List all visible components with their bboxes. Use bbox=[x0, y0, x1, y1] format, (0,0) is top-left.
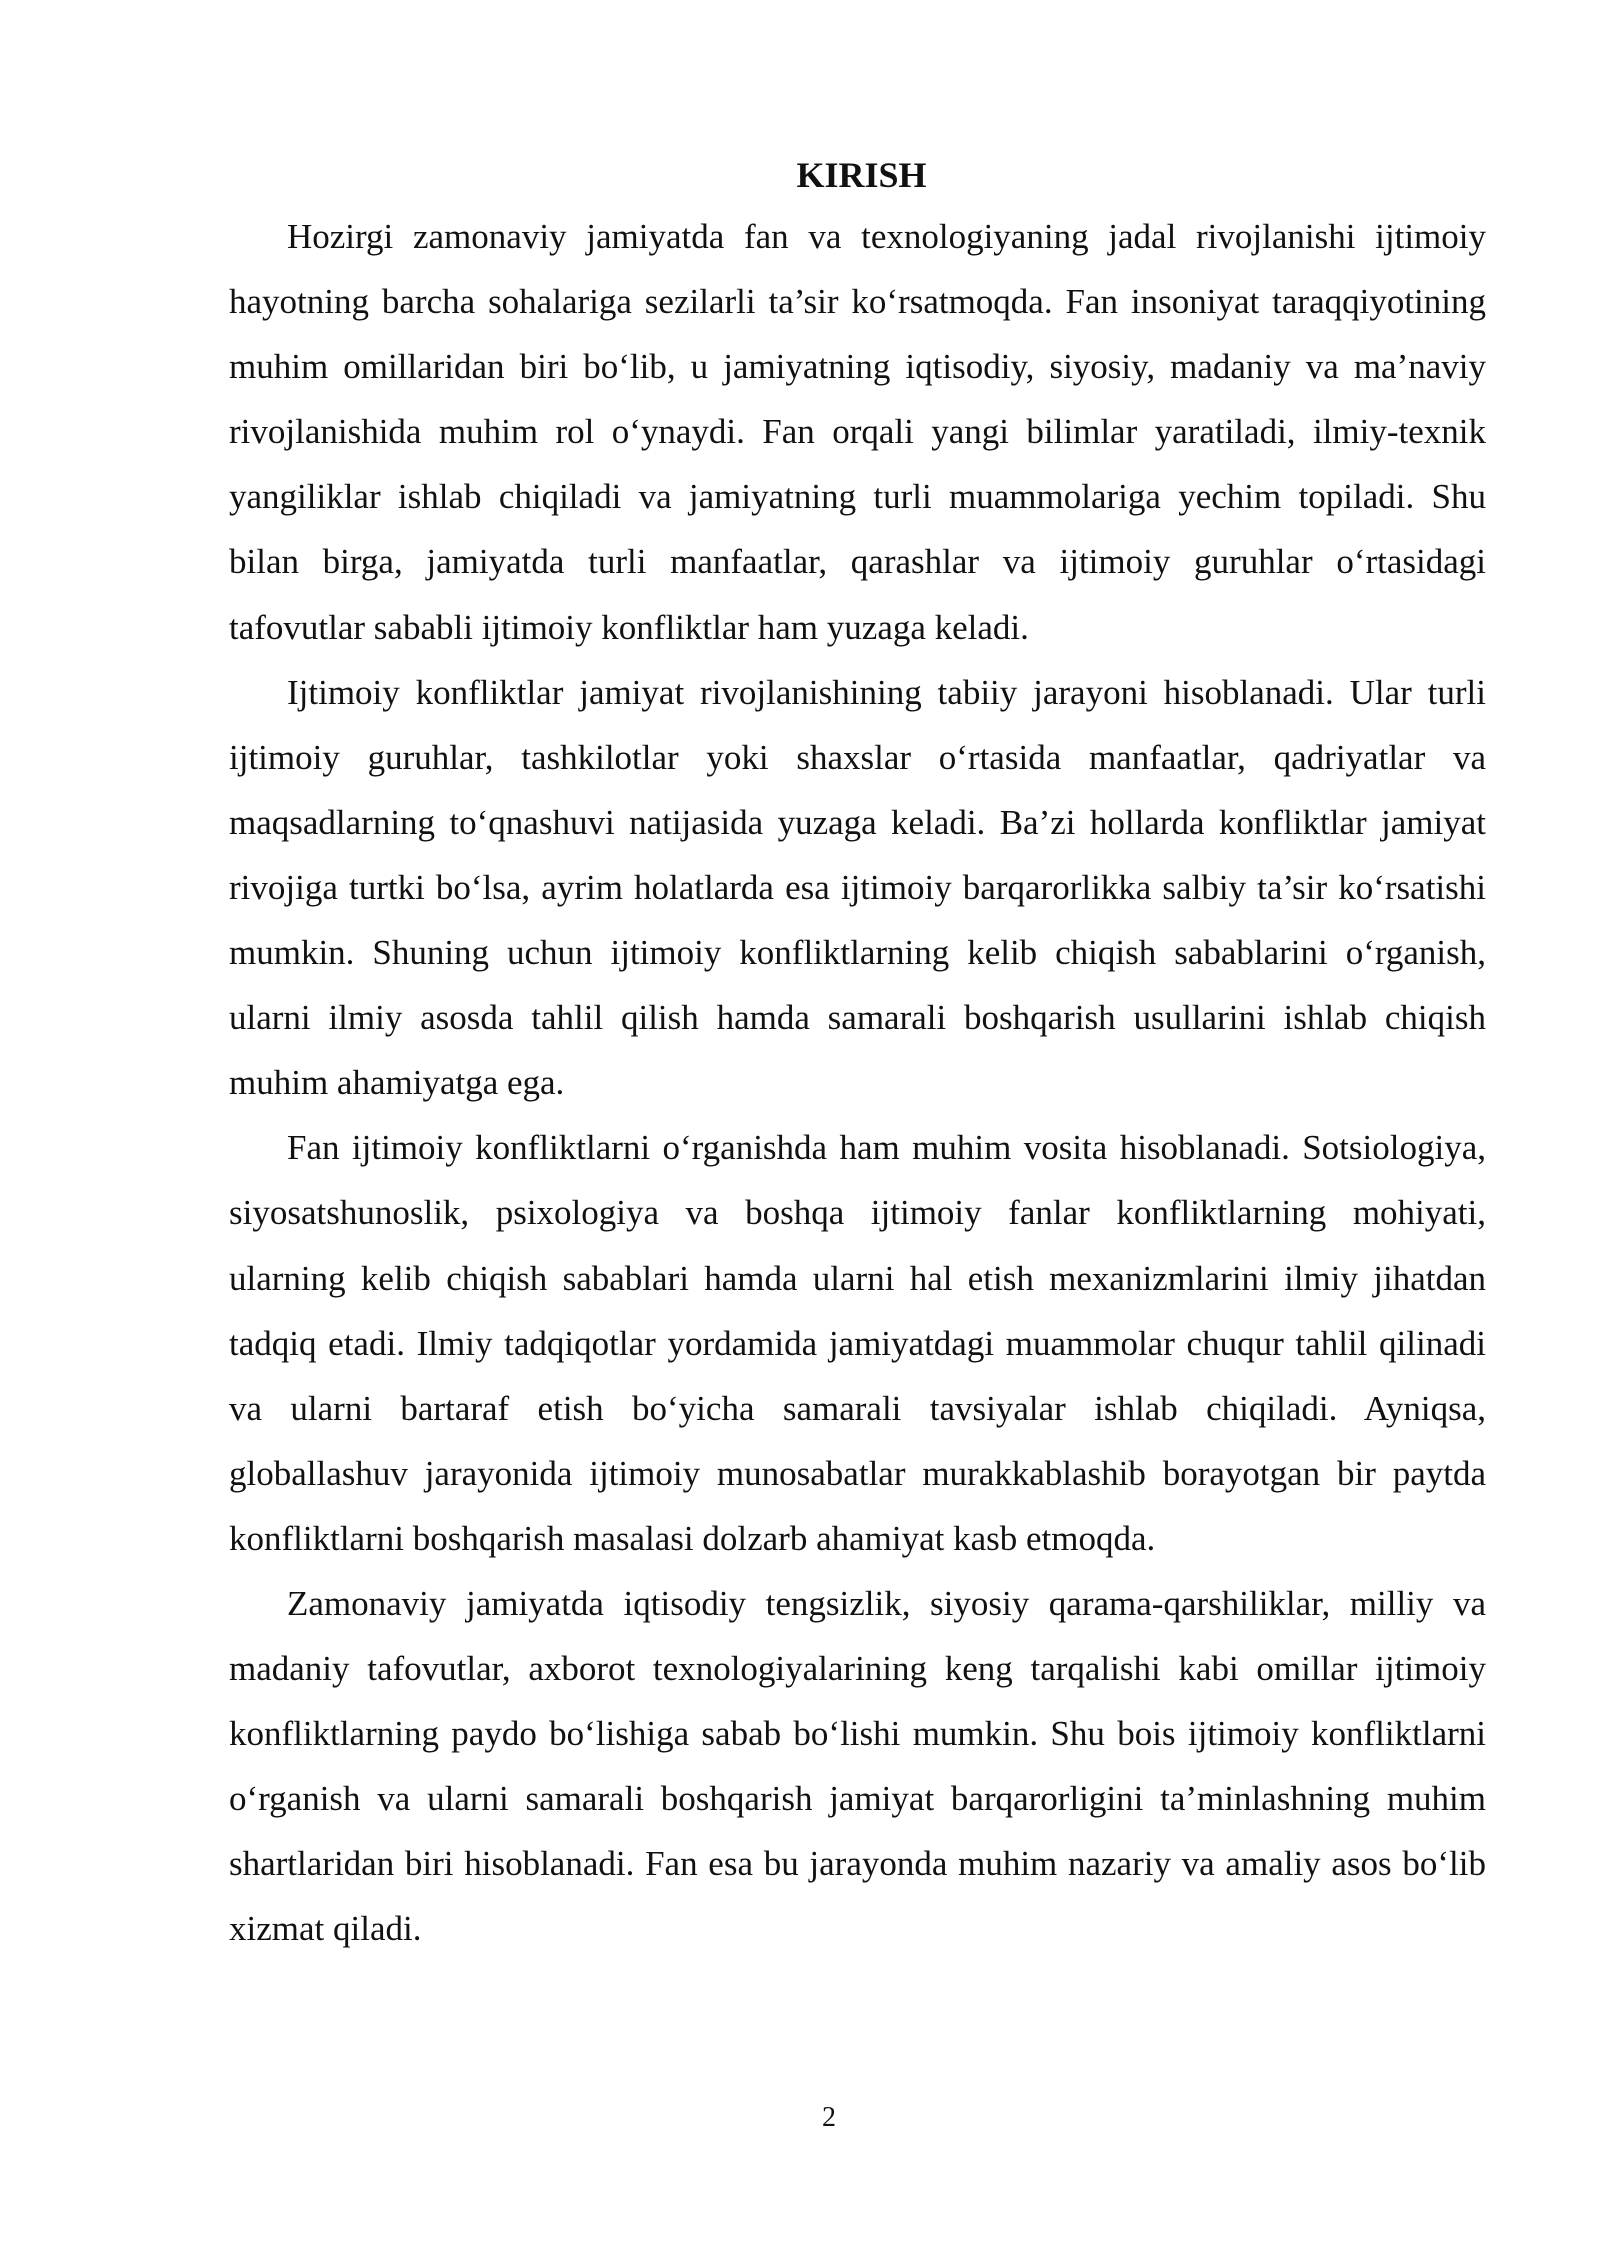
paragraph-1: Hozirgi zamonaviy jamiyatda fan va texnologiyaning jadal rivojlanishi ijtimoiy hayotning barcha sohalariga sezilarli ta’sir ko‘rsatmoqda. Fan insoniyat taraqqiyotining muhim omillaridan biri bo‘lib, u jamiyatning iqtisodiy, siyosiy, madaniy va ma’naviy rivojlanishida muhim rol o‘ynaydi. Fan orqali yangi bilimlar yaratiladi, ilmiy-texnik yangiliklar ishlab chiqiladi va jamiyatning turli muammolariga yechim topiladi. Shu bilan birga, jamiyatda turli manfaatlar, qarashlar va ijtimoiy guruhlar o‘rtasidagi tafovutlar sababli ijtimoiy konfliktlar ham yuzaga keladi. bbox=[229, 217, 1486, 647]
paragraph-4: Zamonaviy jamiyatda iqtisodiy tengsizlik, siyosiy qarama-qarshiliklar, milliy va madaniy tafovutlar, axborot texnologiyalarining keng tarqalishi kabi omillar ijtimoiy konfliktlarning paydo bo‘lishiga sabab bo‘lishi mumkin. Shu bois ijtimoiy konfliktlarni o‘rganish va ularni samarali boshqarish jamiyat barqarorligini ta’minlashning muhim shartlaridan biri hisoblanadi. Fan esa bu jarayonda muhim nazariy va amaliy asos bo‘lib xizmat qiladi. bbox=[229, 1583, 1486, 1949]
page-content bbox=[229, 146, 1486, 1962]
page-number: 2 bbox=[822, 2102, 836, 2133]
paragraph-2: Ijtimoiy konfliktlar jamiyat rivojlanishining tabiiy jarayoni hisoblanadi. Ular turli ijtimoiy guruhlar, tashkilotlar yoki shaxslar o‘rtasida manfaatlar, qadriyatlar va maqsadlarning to‘qnashuvi natijasida yuzaga keladi. Ba’zi hollarda konfliktlar jamiyat rivojiga turtki bo‘lsa, ayrim holatlarda esa ijtimoiy barqarorlikka salbiy ta’sir ko‘rsatishi mumkin. Shuning uchun ijtimoiy konfliktlarning kelib chiqish sabablarini o‘rganish, ularni ilmiy asosda tahlil qilish hamda samarali boshqarish usullarini ishlab chiqish muhim ahamiyatga ega. bbox=[229, 672, 1486, 1103]
section-heading: KIRISH bbox=[796, 155, 927, 195]
paragraph-3: Fan ijtimoiy konfliktlarni o‘rganishda ham muhim vosita hisoblanadi. Sotsiologiya, siyosatshunoslik, psixologiya va boshqa ijtimoiy fanlar konfliktlarning mohiyati, ularning kelib chiqish sabablari hamda ularni hal etish mexanizmlarini ilmiy jihatdan tadqiq etadi. Ilmiy tadqiqotlar yordamida jamiyatdagi muammolar chuqur tahlil qilinadi va ularni bartaraf etish bo‘yicha samarali tavsiyalar ishlab chiqiladi. Ayniqsa, globallashuv jarayonida ijtimoiy munosabatlar murakkablashib borayotgan bir paytda konfliktlarni boshqarish masalasi dolzarb ahamiyat kasb etmoqda. bbox=[229, 1128, 1486, 1558]
